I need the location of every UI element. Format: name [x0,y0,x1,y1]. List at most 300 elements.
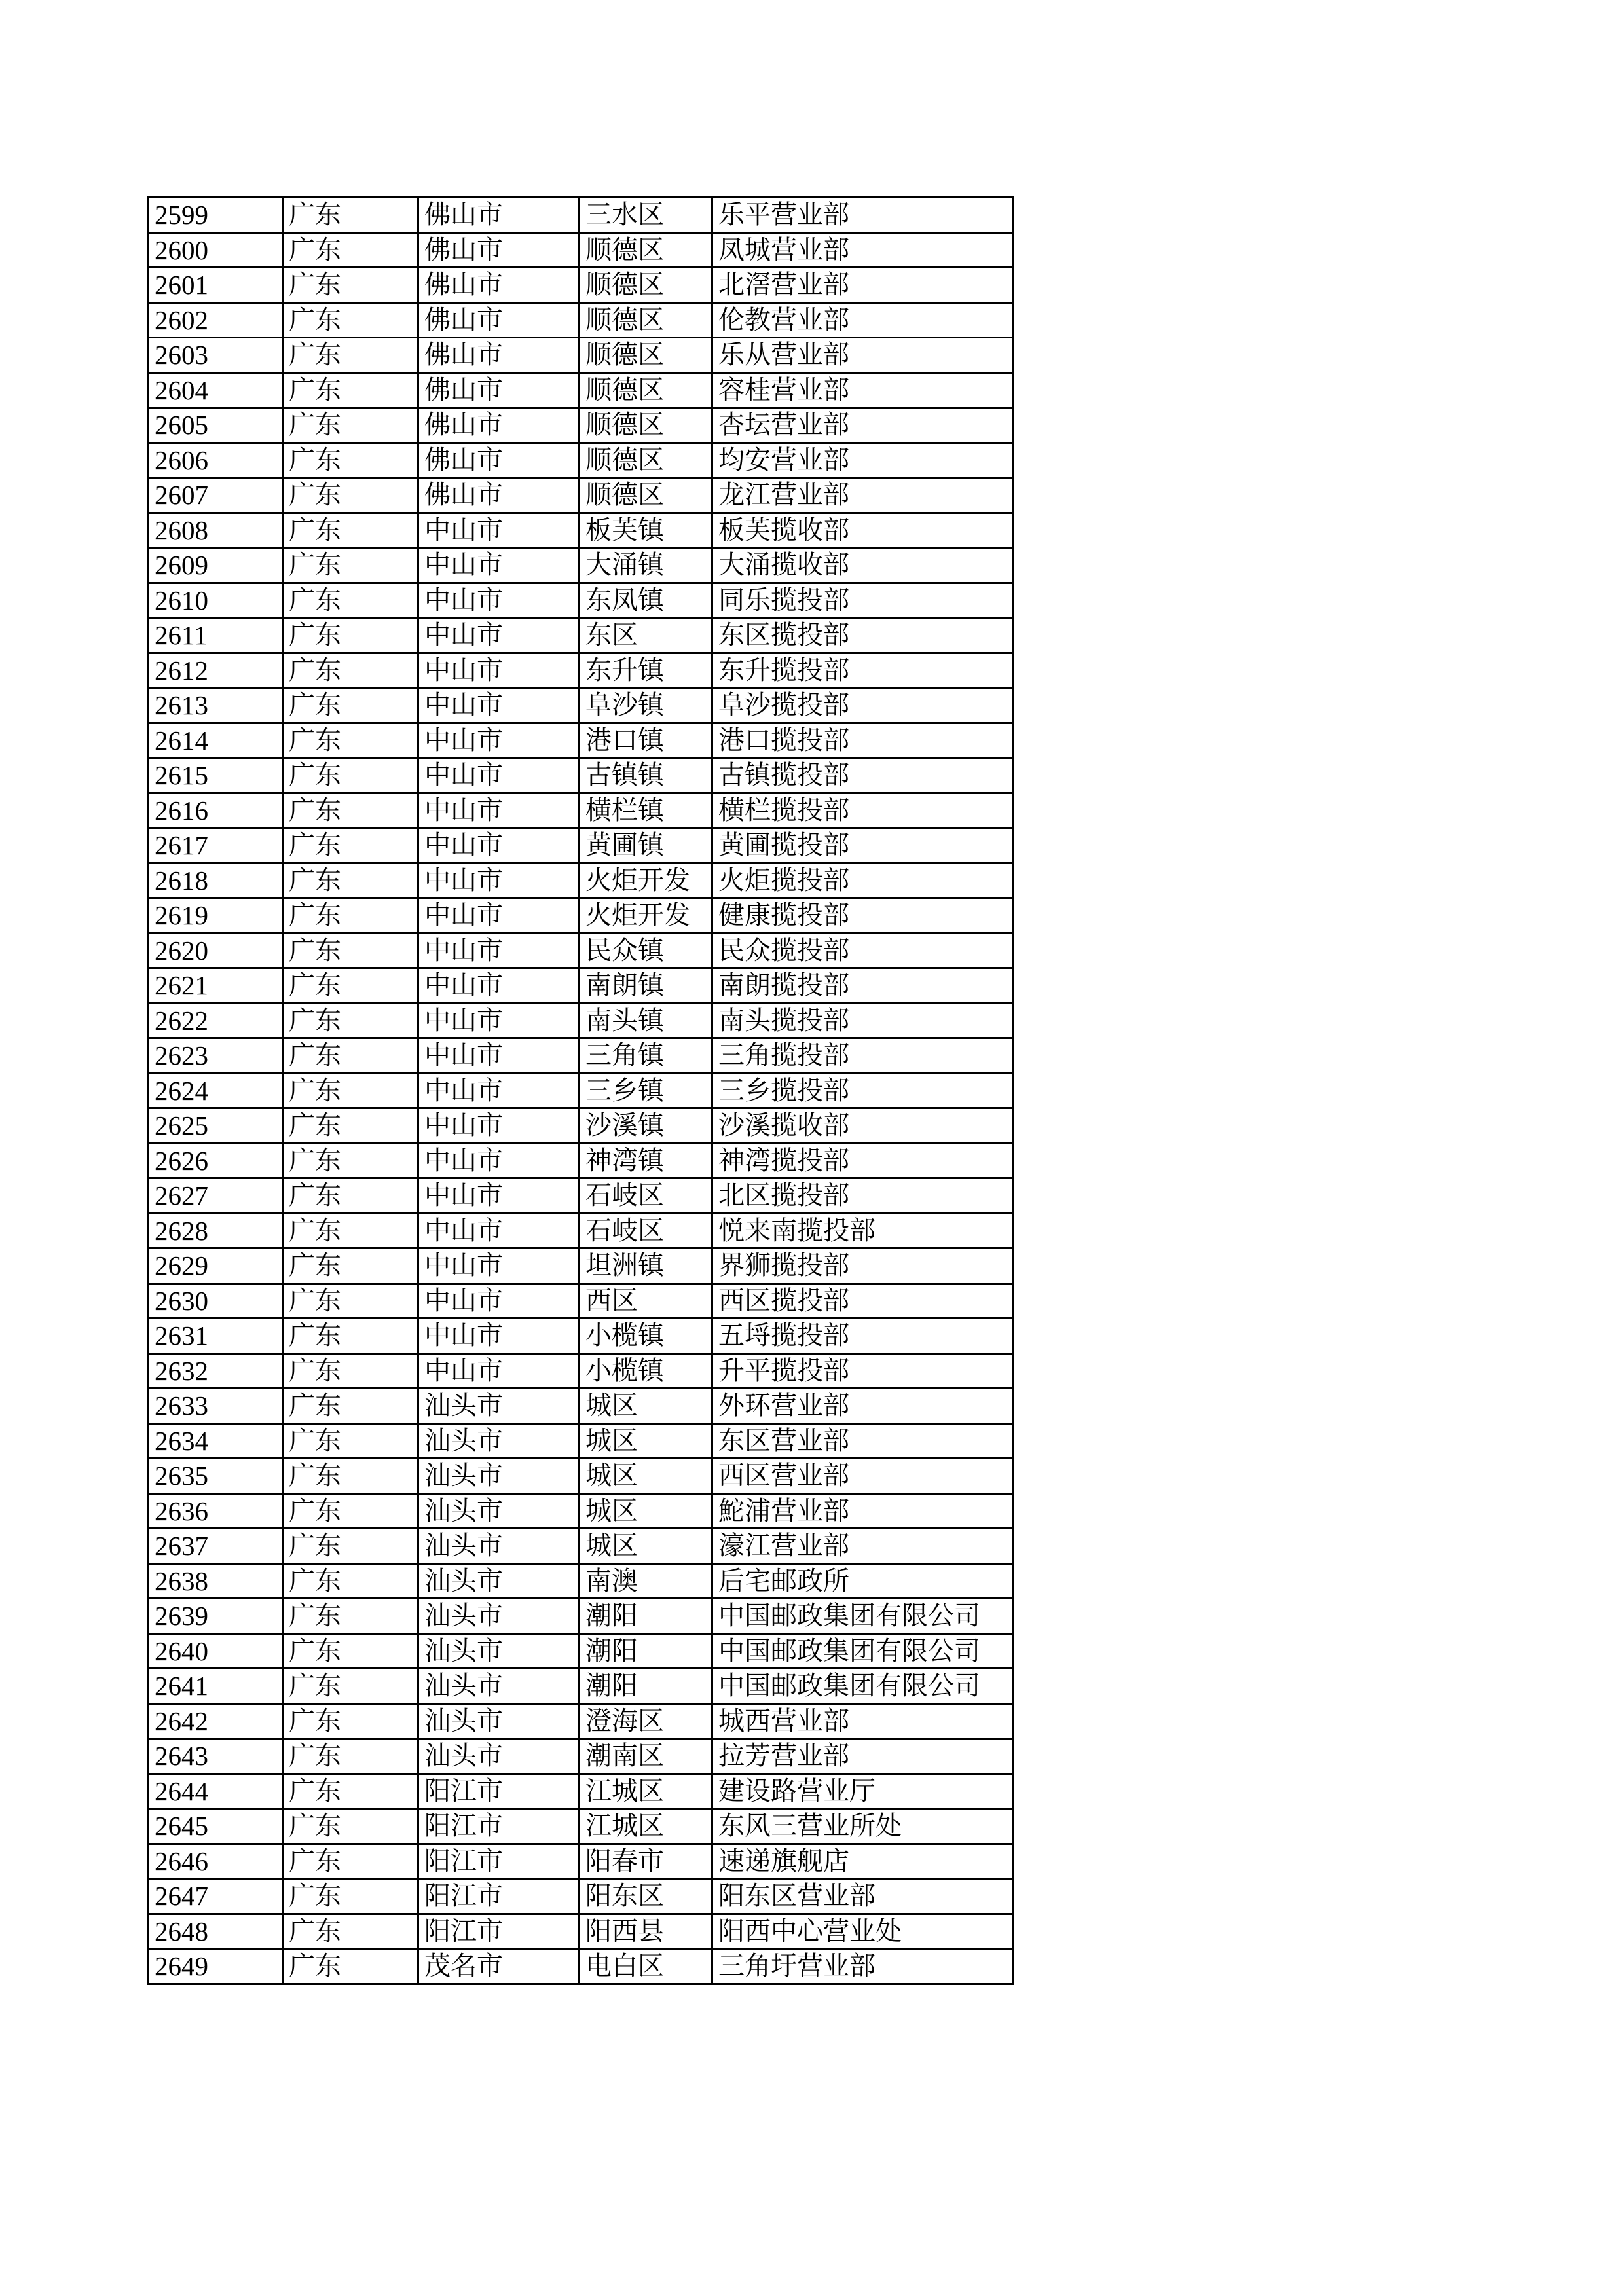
table-row [149,1774,1014,1809]
city-cell: 中山市 [418,1178,580,1214]
province-cell: 广东 [283,1599,418,1634]
table-row [149,898,1014,934]
city-cell: 佛山市 [418,443,580,478]
city-cell: 汕头市 [418,1739,580,1774]
office-name-cell: 中国邮政集团有限公司 [712,1669,1014,1704]
district-cell: 顺德区 [580,302,712,338]
district-cell: 三角镇 [580,1038,712,1074]
office-name-cell: 健康揽投部 [712,898,1014,934]
row-number-cell: 2607 [149,478,283,513]
table-row [149,1248,1014,1284]
district-cell: 横栏镇 [580,793,712,828]
row-number-cell: 2627 [149,1178,283,1214]
table-row [149,1283,1014,1319]
city-cell: 汕头市 [418,1633,580,1669]
province-cell: 广东 [283,653,418,688]
district-cell: 板芙镇 [580,513,712,548]
table-row [149,478,1014,513]
province-cell: 广东 [283,1353,418,1389]
row-number-cell: 2633 [149,1389,283,1424]
office-name-cell: 横栏揽投部 [712,793,1014,828]
province-cell: 广东 [283,478,418,513]
table-row [149,653,1014,688]
province-cell: 广东 [283,1178,418,1214]
table-row [149,933,1014,968]
row-number-cell: 2601 [149,268,283,303]
city-cell: 汕头市 [418,1493,580,1529]
district-cell: 大涌镇 [580,548,712,583]
office-name-cell: 龙江营业部 [712,478,1014,513]
province-cell: 广东 [283,828,418,864]
table-row [149,1914,1014,1949]
office-name-cell: 建设路营业厅 [712,1774,1014,1809]
office-name-cell: 乐平营业部 [712,198,1014,233]
city-cell: 中山市 [418,688,580,723]
district-cell: 神湾镇 [580,1143,712,1178]
row-number-cell: 2624 [149,1073,283,1108]
province-cell: 广东 [283,1739,418,1774]
city-cell: 佛山市 [418,268,580,303]
province-cell: 广东 [283,1003,418,1038]
table-row [149,338,1014,373]
district-cell: 民众镇 [580,933,712,968]
data-table [147,196,1014,1985]
office-name-cell: 悦来南揽投部 [712,1213,1014,1248]
province-cell: 广东 [283,1844,418,1879]
province-cell: 广东 [283,1563,418,1599]
row-number-cell: 2620 [149,933,283,968]
office-name-cell: 中国邮政集团有限公司 [712,1633,1014,1669]
table-row [149,793,1014,828]
table-row [149,302,1014,338]
row-number-cell: 2647 [149,1879,283,1914]
province-cell: 广东 [283,1774,418,1809]
table-row [149,863,1014,898]
table-row [149,1038,1014,1074]
office-name-cell: 东升揽投部 [712,653,1014,688]
office-name-cell: 北滘营业部 [712,268,1014,303]
row-number-cell: 2606 [149,443,283,478]
district-cell: 顺德区 [580,443,712,478]
province-cell: 广东 [283,1809,418,1844]
row-number-cell: 2636 [149,1493,283,1529]
province-cell: 广东 [283,793,418,828]
district-cell: 南头镇 [580,1003,712,1038]
row-number-cell: 2610 [149,583,283,618]
table-row [149,1949,1014,1984]
office-name-cell: 凤城营业部 [712,232,1014,268]
office-name-cell: 城西营业部 [712,1704,1014,1739]
city-cell: 中山市 [418,828,580,864]
province-cell: 广东 [283,1248,418,1284]
district-cell: 顺德区 [580,408,712,443]
table-row [149,1143,1014,1178]
city-cell: 中山市 [418,1353,580,1389]
city-cell: 阳江市 [418,1844,580,1879]
row-number-cell: 2634 [149,1423,283,1459]
province-cell: 广东 [283,1633,418,1669]
office-name-cell: 阜沙揽投部 [712,688,1014,723]
province-cell: 广东 [283,1389,418,1424]
office-name-cell: 北区揽投部 [712,1178,1014,1214]
district-cell: 西区 [580,1283,712,1319]
city-cell: 中山市 [418,1108,580,1144]
row-number-cell: 2615 [149,758,283,793]
office-name-cell: 三乡揽投部 [712,1073,1014,1108]
office-name-cell: 火炬揽投部 [712,863,1014,898]
table-row [149,1633,1014,1669]
office-name-cell: 五埒揽投部 [712,1319,1014,1354]
office-name-cell: 容桂营业部 [712,373,1014,408]
province-cell: 广东 [283,1319,418,1354]
table-row [149,1073,1014,1108]
row-number-cell: 2611 [149,618,283,653]
province-cell: 广东 [283,723,418,758]
row-number-cell: 2642 [149,1704,283,1739]
table-row [149,1459,1014,1494]
row-number-cell: 2599 [149,198,283,233]
table-row [149,968,1014,1004]
table-row [149,688,1014,723]
office-name-cell: 鮀浦营业部 [712,1493,1014,1529]
office-name-cell: 外环营业部 [712,1389,1014,1424]
table-body [149,198,1014,1984]
province-cell: 广东 [283,338,418,373]
office-name-cell: 阳西中心营业处 [712,1914,1014,1949]
row-number-cell: 2648 [149,1914,283,1949]
city-cell: 中山市 [418,1283,580,1319]
row-number-cell: 2645 [149,1809,283,1844]
table-row [149,513,1014,548]
office-name-cell: 古镇揽投部 [712,758,1014,793]
district-cell: 城区 [580,1529,712,1564]
province-cell: 广东 [283,548,418,583]
office-name-cell: 板芙揽收部 [712,513,1014,548]
district-cell: 阜沙镇 [580,688,712,723]
district-cell: 沙溪镇 [580,1108,712,1144]
table-row [149,1003,1014,1038]
office-name-cell: 南头揽投部 [712,1003,1014,1038]
office-name-cell: 南朗揽投部 [712,968,1014,1004]
row-number-cell: 2644 [149,1774,283,1809]
table-row [149,232,1014,268]
row-number-cell: 2623 [149,1038,283,1074]
office-name-cell: 乐从营业部 [712,338,1014,373]
district-cell: 东凤镇 [580,583,712,618]
table-row [149,268,1014,303]
province-cell: 广东 [283,1949,418,1984]
district-cell: 小榄镇 [580,1353,712,1389]
table-row [149,758,1014,793]
row-number-cell: 2600 [149,232,283,268]
district-cell: 石岐区 [580,1213,712,1248]
province-cell: 广东 [283,1423,418,1459]
city-cell: 汕头市 [418,1704,580,1739]
city-cell: 汕头市 [418,1459,580,1494]
table-row [149,1178,1014,1214]
city-cell: 阳江市 [418,1879,580,1914]
province-cell: 广东 [283,1213,418,1248]
district-cell: 潮阳 [580,1633,712,1669]
office-name-cell: 神湾揽投部 [712,1143,1014,1178]
province-cell: 广东 [283,583,418,618]
province-cell: 广东 [283,968,418,1004]
province-cell: 广东 [283,1879,418,1914]
office-name-cell: 黄圃揽投部 [712,828,1014,864]
table-row [149,1809,1014,1844]
office-name-cell: 杏坛营业部 [712,408,1014,443]
row-number-cell: 2643 [149,1739,283,1774]
row-number-cell: 2637 [149,1529,283,1564]
office-name-cell: 升平揽投部 [712,1353,1014,1389]
table-row [149,1213,1014,1248]
province-cell: 广东 [283,1459,418,1494]
office-name-cell: 后宅邮政所 [712,1563,1014,1599]
table-row [149,1599,1014,1634]
district-cell: 三水区 [580,198,712,233]
city-cell: 汕头市 [418,1423,580,1459]
row-number-cell: 2602 [149,302,283,338]
table-row [149,1108,1014,1144]
district-cell: 江城区 [580,1809,712,1844]
district-cell: 石岐区 [580,1178,712,1214]
district-cell: 黄圃镇 [580,828,712,864]
row-number-cell: 2649 [149,1949,283,1984]
office-name-cell: 界狮揽投部 [712,1248,1014,1284]
city-cell: 中山市 [418,1319,580,1354]
table-row [149,618,1014,653]
city-cell: 中山市 [418,1213,580,1248]
province-cell: 广东 [283,232,418,268]
office-name-cell: 东区营业部 [712,1423,1014,1459]
table-row [149,1529,1014,1564]
province-cell: 广东 [283,513,418,548]
province-cell: 广东 [283,898,418,934]
district-cell: 城区 [580,1389,712,1424]
office-name-cell: 拉芳营业部 [712,1739,1014,1774]
province-cell: 广东 [283,933,418,968]
city-cell: 中山市 [418,513,580,548]
row-number-cell: 2605 [149,408,283,443]
district-cell: 潮南区 [580,1739,712,1774]
province-cell: 广东 [283,1283,418,1319]
district-cell: 澄海区 [580,1704,712,1739]
province-cell: 广东 [283,1914,418,1949]
table-row [149,583,1014,618]
city-cell: 阳江市 [418,1914,580,1949]
table-row [149,408,1014,443]
table-row [149,828,1014,864]
office-name-cell: 同乐揽投部 [712,583,1014,618]
city-cell: 阳江市 [418,1774,580,1809]
city-cell: 中山市 [418,793,580,828]
row-number-cell: 2613 [149,688,283,723]
city-cell: 中山市 [418,723,580,758]
table-row [149,1879,1014,1914]
city-cell: 中山市 [418,1038,580,1074]
city-cell: 中山市 [418,933,580,968]
office-name-cell: 中国邮政集团有限公司 [712,1599,1014,1634]
district-cell: 顺德区 [580,478,712,513]
city-cell: 中山市 [418,968,580,1004]
table-row [149,1423,1014,1459]
province-cell: 广东 [283,268,418,303]
city-cell: 中山市 [418,1248,580,1284]
row-number-cell: 2629 [149,1248,283,1284]
row-number-cell: 2621 [149,968,283,1004]
row-number-cell: 2617 [149,828,283,864]
district-cell: 顺德区 [580,338,712,373]
city-cell: 汕头市 [418,1529,580,1564]
province-cell: 广东 [283,1143,418,1178]
district-cell: 火炬开发 [580,898,712,934]
district-cell: 阳春市 [580,1844,712,1879]
district-cell: 古镇镇 [580,758,712,793]
row-number-cell: 2646 [149,1844,283,1879]
city-cell: 佛山市 [418,408,580,443]
district-cell: 港口镇 [580,723,712,758]
row-number-cell: 2622 [149,1003,283,1038]
province-cell: 广东 [283,373,418,408]
province-cell: 广东 [283,1073,418,1108]
city-cell: 佛山市 [418,338,580,373]
city-cell: 中山市 [418,898,580,934]
row-number-cell: 2604 [149,373,283,408]
district-cell: 顺德区 [580,268,712,303]
district-cell: 坦洲镇 [580,1248,712,1284]
row-number-cell: 2640 [149,1633,283,1669]
row-number-cell: 2625 [149,1108,283,1144]
city-cell: 汕头市 [418,1563,580,1599]
row-number-cell: 2609 [149,548,283,583]
district-cell: 南朗镇 [580,968,712,1004]
table-row [149,1563,1014,1599]
office-name-cell: 伦教营业部 [712,302,1014,338]
office-name-cell: 西区揽投部 [712,1283,1014,1319]
district-cell: 城区 [580,1493,712,1529]
row-number-cell: 2630 [149,1283,283,1319]
province-cell: 广东 [283,1108,418,1144]
row-number-cell: 2614 [149,723,283,758]
district-cell: 潮阳 [580,1599,712,1634]
city-cell: 佛山市 [418,373,580,408]
province-cell: 广东 [283,1669,418,1704]
city-cell: 中山市 [418,618,580,653]
row-number-cell: 2608 [149,513,283,548]
office-name-cell: 港口揽投部 [712,723,1014,758]
city-cell: 汕头市 [418,1599,580,1634]
city-cell: 佛山市 [418,302,580,338]
province-cell: 广东 [283,688,418,723]
district-cell: 城区 [580,1423,712,1459]
table-row [149,1704,1014,1739]
row-number-cell: 2626 [149,1143,283,1178]
district-cell: 东区 [580,618,712,653]
office-name-cell: 民众揽投部 [712,933,1014,968]
table-row [149,1739,1014,1774]
district-cell: 顺德区 [580,232,712,268]
row-number-cell: 2603 [149,338,283,373]
city-cell: 中山市 [418,1073,580,1108]
office-name-cell: 濠江营业部 [712,1529,1014,1564]
province-cell: 广东 [283,1529,418,1564]
district-cell: 三乡镇 [580,1073,712,1108]
office-name-cell: 东风三营业所处 [712,1809,1014,1844]
table-row [149,1389,1014,1424]
district-cell: 小榄镇 [580,1319,712,1354]
province-cell: 广东 [283,758,418,793]
row-number-cell: 2612 [149,653,283,688]
office-name-cell: 三角圩营业部 [712,1949,1014,1984]
row-number-cell: 2616 [149,793,283,828]
district-cell: 城区 [580,1459,712,1494]
table-row [149,1493,1014,1529]
row-number-cell: 2638 [149,1563,283,1599]
row-number-cell: 2632 [149,1353,283,1389]
office-name-cell: 大涌揽收部 [712,548,1014,583]
table-row [149,723,1014,758]
city-cell: 佛山市 [418,478,580,513]
row-number-cell: 2635 [149,1459,283,1494]
district-cell: 阳西县 [580,1914,712,1949]
province-cell: 广东 [283,1038,418,1074]
row-number-cell: 2639 [149,1599,283,1634]
row-number-cell: 2631 [149,1319,283,1354]
district-cell: 阳东区 [580,1879,712,1914]
city-cell: 中山市 [418,1003,580,1038]
district-cell: 顺德区 [580,373,712,408]
row-number-cell: 2641 [149,1669,283,1704]
office-name-cell: 西区营业部 [712,1459,1014,1494]
table-row [149,1353,1014,1389]
province-cell: 广东 [283,1493,418,1529]
province-cell: 广东 [283,198,418,233]
table-row [149,198,1014,233]
table-row [149,373,1014,408]
province-cell: 广东 [283,302,418,338]
city-cell: 中山市 [418,653,580,688]
district-cell: 东升镇 [580,653,712,688]
table-row [149,1844,1014,1879]
city-cell: 佛山市 [418,232,580,268]
table-row [149,1319,1014,1354]
province-cell: 广东 [283,618,418,653]
province-cell: 广东 [283,1704,418,1739]
office-name-cell: 沙溪揽收部 [712,1108,1014,1144]
city-cell: 汕头市 [418,1669,580,1704]
office-name-cell: 阳东区营业部 [712,1879,1014,1914]
city-cell: 佛山市 [418,198,580,233]
district-cell: 潮阳 [580,1669,712,1704]
office-name-cell: 均安营业部 [712,443,1014,478]
city-cell: 阳江市 [418,1809,580,1844]
district-cell: 南澳 [580,1563,712,1599]
city-cell: 中山市 [418,758,580,793]
city-cell: 中山市 [418,548,580,583]
office-name-cell: 东区揽投部 [712,618,1014,653]
city-cell: 茂名市 [418,1949,580,1984]
district-cell: 江城区 [580,1774,712,1809]
district-cell: 火炬开发 [580,863,712,898]
row-number-cell: 2618 [149,863,283,898]
office-name-cell: 三角揽投部 [712,1038,1014,1074]
city-cell: 汕头市 [418,1389,580,1424]
city-cell: 中山市 [418,583,580,618]
row-number-cell: 2619 [149,898,283,934]
province-cell: 广东 [283,408,418,443]
table-row [149,443,1014,478]
table-row [149,548,1014,583]
